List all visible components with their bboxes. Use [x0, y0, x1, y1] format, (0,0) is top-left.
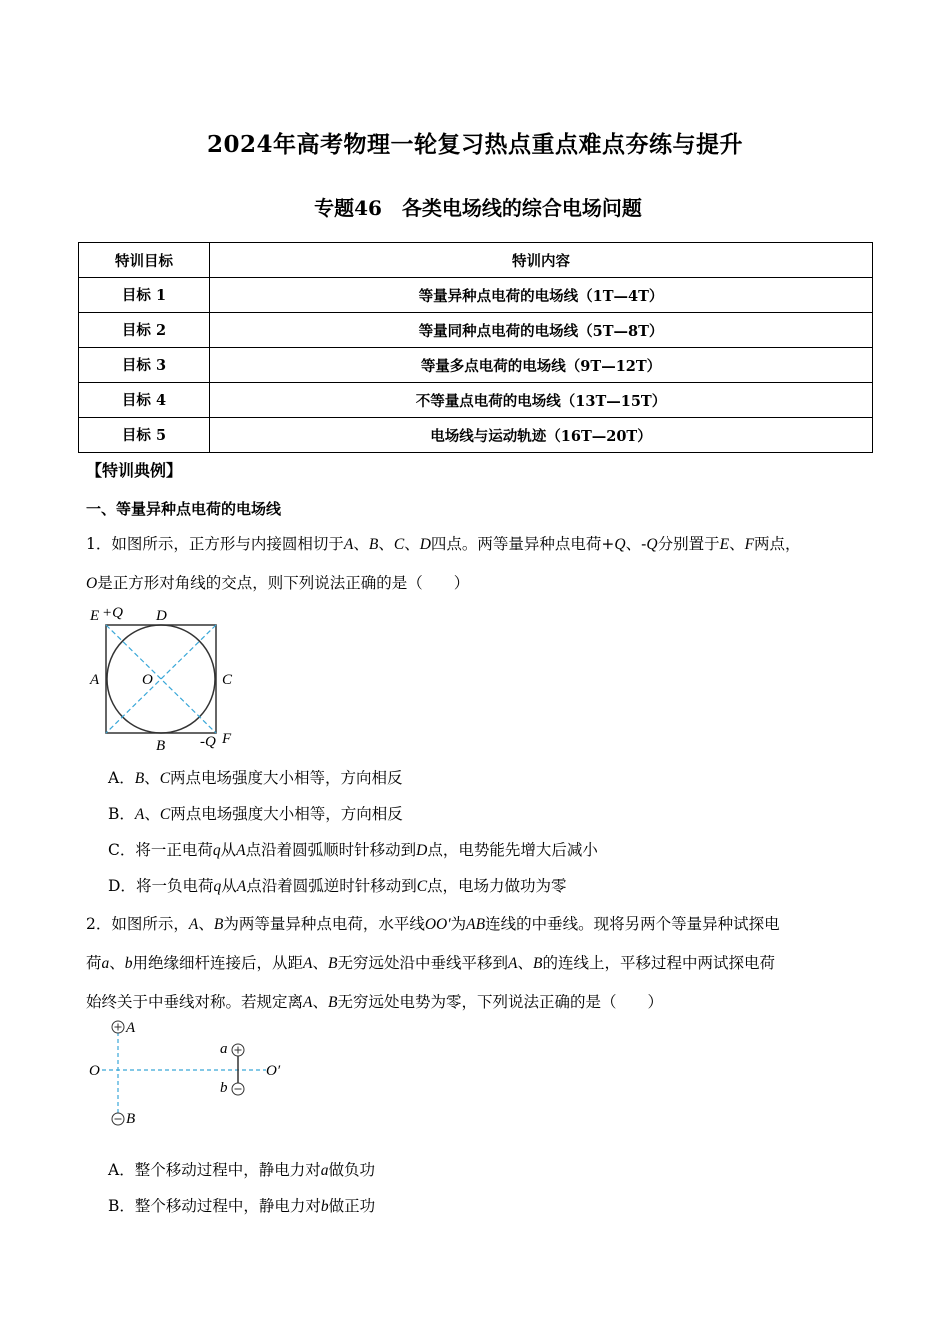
table-cell-goal: 目标 4	[79, 383, 210, 418]
table-row	[79, 383, 873, 418]
table-cell-goal: 目标 2	[79, 313, 210, 348]
table-cell-content: 等量同种点电荷的电场线（5T—8T）	[210, 313, 873, 348]
question-1-option-a[interactable]: A．B、C两点电场强度大小相等，方向相反	[108, 769, 403, 787]
table-row	[79, 278, 873, 313]
label-minus-q: -Q	[200, 734, 216, 750]
table-header-content: 特训内容	[210, 243, 873, 278]
table-row	[79, 313, 873, 348]
table-header-goal: 特训目标	[79, 243, 210, 278]
question-1-option-b[interactable]: B．A、C两点电场强度大小相等，方向相反	[108, 805, 403, 823]
label-E: E	[90, 608, 100, 624]
minus-charge-b-icon	[112, 1113, 124, 1125]
table-cell-goal: 目标 3	[79, 348, 210, 383]
question-1-text: 1．如图所示，正方形与内接圆相切于A、B、C、D四点。两等量异种点电荷+Q、-Q分别置于E、F两点， O是正方形对角线的交点，则下列说法正确的是（ ）	[86, 535, 801, 592]
table-cell-content: 电场线与运动轨迹（16T—20T）	[210, 418, 873, 453]
table-row	[79, 418, 873, 453]
minus-test-charge-icon	[232, 1083, 244, 1095]
table-cell-content: 不等量点电荷的电场线（13T—15T）	[210, 383, 873, 418]
table-cell-goal: 目标 1	[79, 278, 210, 313]
page-title: 2024年高考物理一轮复习热点重点难点夯练与提升	[206, 131, 743, 158]
label-A: A	[90, 672, 100, 688]
question-2-option-a[interactable]: A．整个移动过程中，静电力对a做负功	[108, 1161, 375, 1179]
table-cell-content: 等量异种点电荷的电场线（1T—4T）	[210, 278, 873, 313]
label-O: O	[142, 672, 153, 688]
label-o-prime: O′	[266, 1063, 281, 1079]
label-a: a	[220, 1041, 228, 1057]
label-O: O	[89, 1063, 100, 1079]
table-row	[79, 348, 873, 383]
plus-test-charge-icon	[232, 1044, 244, 1056]
page-subtitle: 专题46 各类电场线的综合电场问题	[314, 196, 642, 220]
section-label: 【特训典例】	[86, 461, 183, 480]
label-C: C	[222, 672, 233, 688]
label-A: A	[126, 1020, 136, 1036]
label-F: F	[222, 731, 232, 747]
label-plus-q: +Q	[102, 605, 123, 621]
table-cell-goal: 目标 5	[79, 418, 210, 453]
label-D: D	[156, 608, 167, 624]
label-B: B	[156, 738, 166, 754]
section-heading: 一、等量异种点电荷的电场线	[86, 500, 282, 518]
question-1-option-c[interactable]: C．将一正电荷q从A点沿着圆弧顺时针移动到D点，电势能先增大后减小	[108, 841, 598, 859]
question-2-option-b[interactable]: B．整个移动过程中，静电力对b做正功	[108, 1197, 376, 1215]
goals-table	[78, 242, 873, 453]
question-2-text: 2．如图所示，A、B为两等量异种点电荷，水平线OO′为AB连线的中垂线。现将另两个等量异种试探电 荷a、b用绝缘细杆连接后，从距A、B无穷远处沿中垂线平移到A、B的连线上，平移过程中两试探电荷 始终关于中垂线对称。若规定离A、B无穷远处电势为零，下列说法正确的是（ ）	[86, 915, 780, 1011]
label-b: b	[220, 1080, 228, 1096]
table-cell-content: 等量多点电荷的电场线（9T—12T）	[210, 348, 873, 383]
label-B: B	[126, 1111, 136, 1127]
charges-figure	[86, 1018, 296, 1130]
plus-charge-a-icon	[112, 1021, 124, 1033]
square-circle-figure	[86, 600, 246, 760]
table-header-row	[79, 243, 873, 278]
question-1-option-d[interactable]: D．将一负电荷q从A点沿着圆弧逆时针移动到C点，电场力做功为零	[108, 877, 567, 895]
